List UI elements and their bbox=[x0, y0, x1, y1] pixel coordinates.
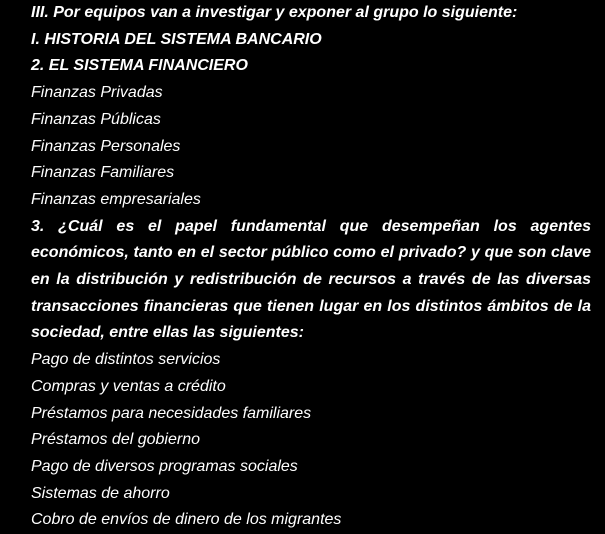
section-3-question: 3. ¿Cuál es el papel fundamental que desempeñan los agentes económicos, tanto en el sector público como el privado? y que son clave en la distribución y redistribución de recursos a través de las diversas transacciones financieras que tienen lugar en los distintos ámbitos de la sociedad, entre ellas las siguientes: bbox=[31, 217, 591, 342]
section-1-title: I. HISTORIA DEL SISTEMA BANCARIO bbox=[31, 30, 322, 48]
list-item: Cobro de envíos de dinero de los migrantes bbox=[31, 511, 342, 529]
list-item: Préstamos para necesidades familiares bbox=[31, 404, 312, 422]
assignment-heading: III. Por equipos van a investigar y exponer al grupo lo siguiente: bbox=[31, 4, 518, 21]
list-item: Pago de distintos servicios bbox=[31, 351, 221, 369]
section-3-list bbox=[31, 347, 591, 534]
list-item: Finanzas Públicas bbox=[31, 110, 161, 128]
list-item: Sistemas de ahorro bbox=[31, 484, 170, 502]
list-item: Finanzas empresariales bbox=[31, 190, 201, 208]
list-item: Finanzas Familiares bbox=[31, 164, 175, 182]
list-item: Pago de diversos programas sociales bbox=[31, 457, 298, 475]
list-item: Finanzas Privadas bbox=[31, 84, 163, 102]
list-item: Compras y ventas a crédito bbox=[31, 377, 226, 395]
section-2-title: 2. EL SISTEMA FINANCIERO bbox=[31, 57, 248, 75]
document-body bbox=[31, 0, 591, 534]
section-2-list bbox=[31, 80, 591, 214]
list-item: Finanzas Personales bbox=[31, 137, 181, 155]
list-item: Préstamos del gobierno bbox=[31, 431, 200, 449]
